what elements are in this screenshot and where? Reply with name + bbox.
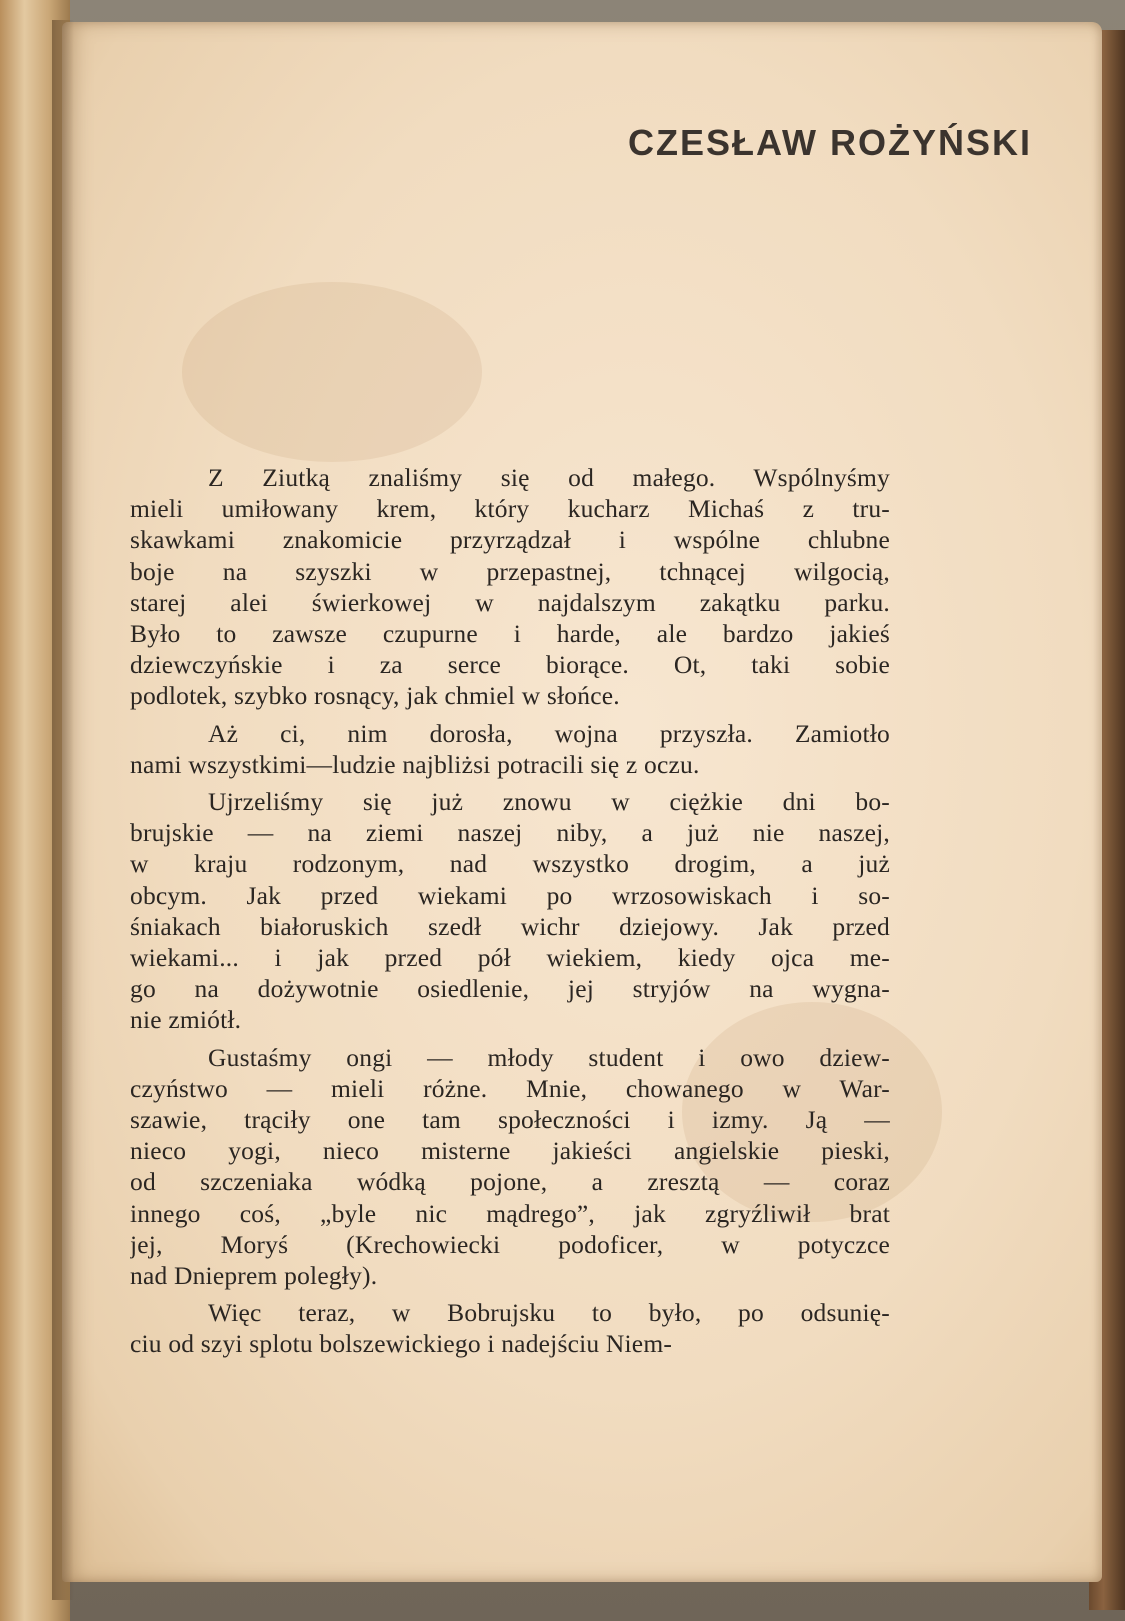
paragraph [130,718,890,780]
text-line: brujskie — na ziemi naszej niby, a już nie naszej, [130,818,890,848]
text-line: Gustaśmy ongi — młody student i owo dziew- [208,1042,890,1072]
text-line: dziewczyńskie i za serce biorące. Ot, taki sobie [130,650,890,680]
text-line: skawkami znakomicie przyrządzał i wspólne chlubne [130,525,890,555]
text-line: w kraju rodzonym, nad wszystko drogim, a już [130,849,890,879]
text-line: Więc teraz, w Bobrujsku to było, po odsunię- [208,1298,890,1328]
text-line: nad Dnieprem poległy). [130,1261,378,1291]
paper-stain [182,282,482,462]
text-line: Ujrzeliśmy się już znowu w ciężkie dni bo- [208,787,890,817]
text-line: starej alei świerkowej w najdalszym zakątku parku. [130,587,890,617]
text-line: obcym. Jak przed wiekami po wrzosowiskach i so- [130,880,890,910]
text-line: ciu od szyi splotu bolszewickiego i nadejściu Niem- [130,1329,673,1359]
author-heading: CZESŁAW ROŻYŃSKI [627,122,1032,163]
text-line: czyństwo — mieli różne. Mnie, chowanego w War- [130,1073,890,1103]
text-line: jej, Moryś (Krechowiecki podoficer, w potyczce [130,1229,890,1259]
paragraph [130,462,890,712]
text-line: mieli umiłowany krem, który kucharz Michaś z tru- [130,494,890,524]
text-line: szawie, trąciły one tam społeczności i izmy. Ją — [130,1105,890,1135]
text-line: go na dożywotnie osiedlenie, jej stryjów na wygna- [130,974,890,1004]
paragraph [130,1297,890,1359]
text-line: nami wszystkimi—ludzie najbliżsi potracili się z oczu. [130,749,700,779]
text-line: boje na szyszki w przepastnej, tchnącej wilgocią, [130,556,890,586]
text-line: Było to zawsze czupurne i harde, ale bardzo jakieś [130,619,890,649]
book-page [62,22,1102,1582]
paragraph [130,786,890,1036]
text-line: innego coś, „byle nic mądrego”, jak zgryźliwił brat [130,1198,890,1228]
text-line: śniakach białoruskich szedł wichr dziejowy. Jak przed [130,911,890,941]
body-text [130,462,890,1360]
text-line: podlotek, szybko rosnący, jak chmiel w słońce. [130,681,620,711]
gutter-shadow [52,20,74,1600]
paragraph [130,1042,890,1292]
text-line: nie zmiótł. [130,1005,242,1035]
text-line: wiekami... i jak przed pół wiekiem, kiedy ojca me- [130,943,890,973]
text-line: nieco yogi, nieco misterne jakieści angielskie pieski, [130,1136,890,1166]
text-line: od szczeniaka wódką pojone, a zresztą — coraz [130,1167,890,1197]
text-line: Z Ziutką znaliśmy się od małego. Wspólnyśmy [208,463,890,492]
text-line: Aż ci, nim dorosła, wojna przyszła. Zamiotło [208,718,890,748]
